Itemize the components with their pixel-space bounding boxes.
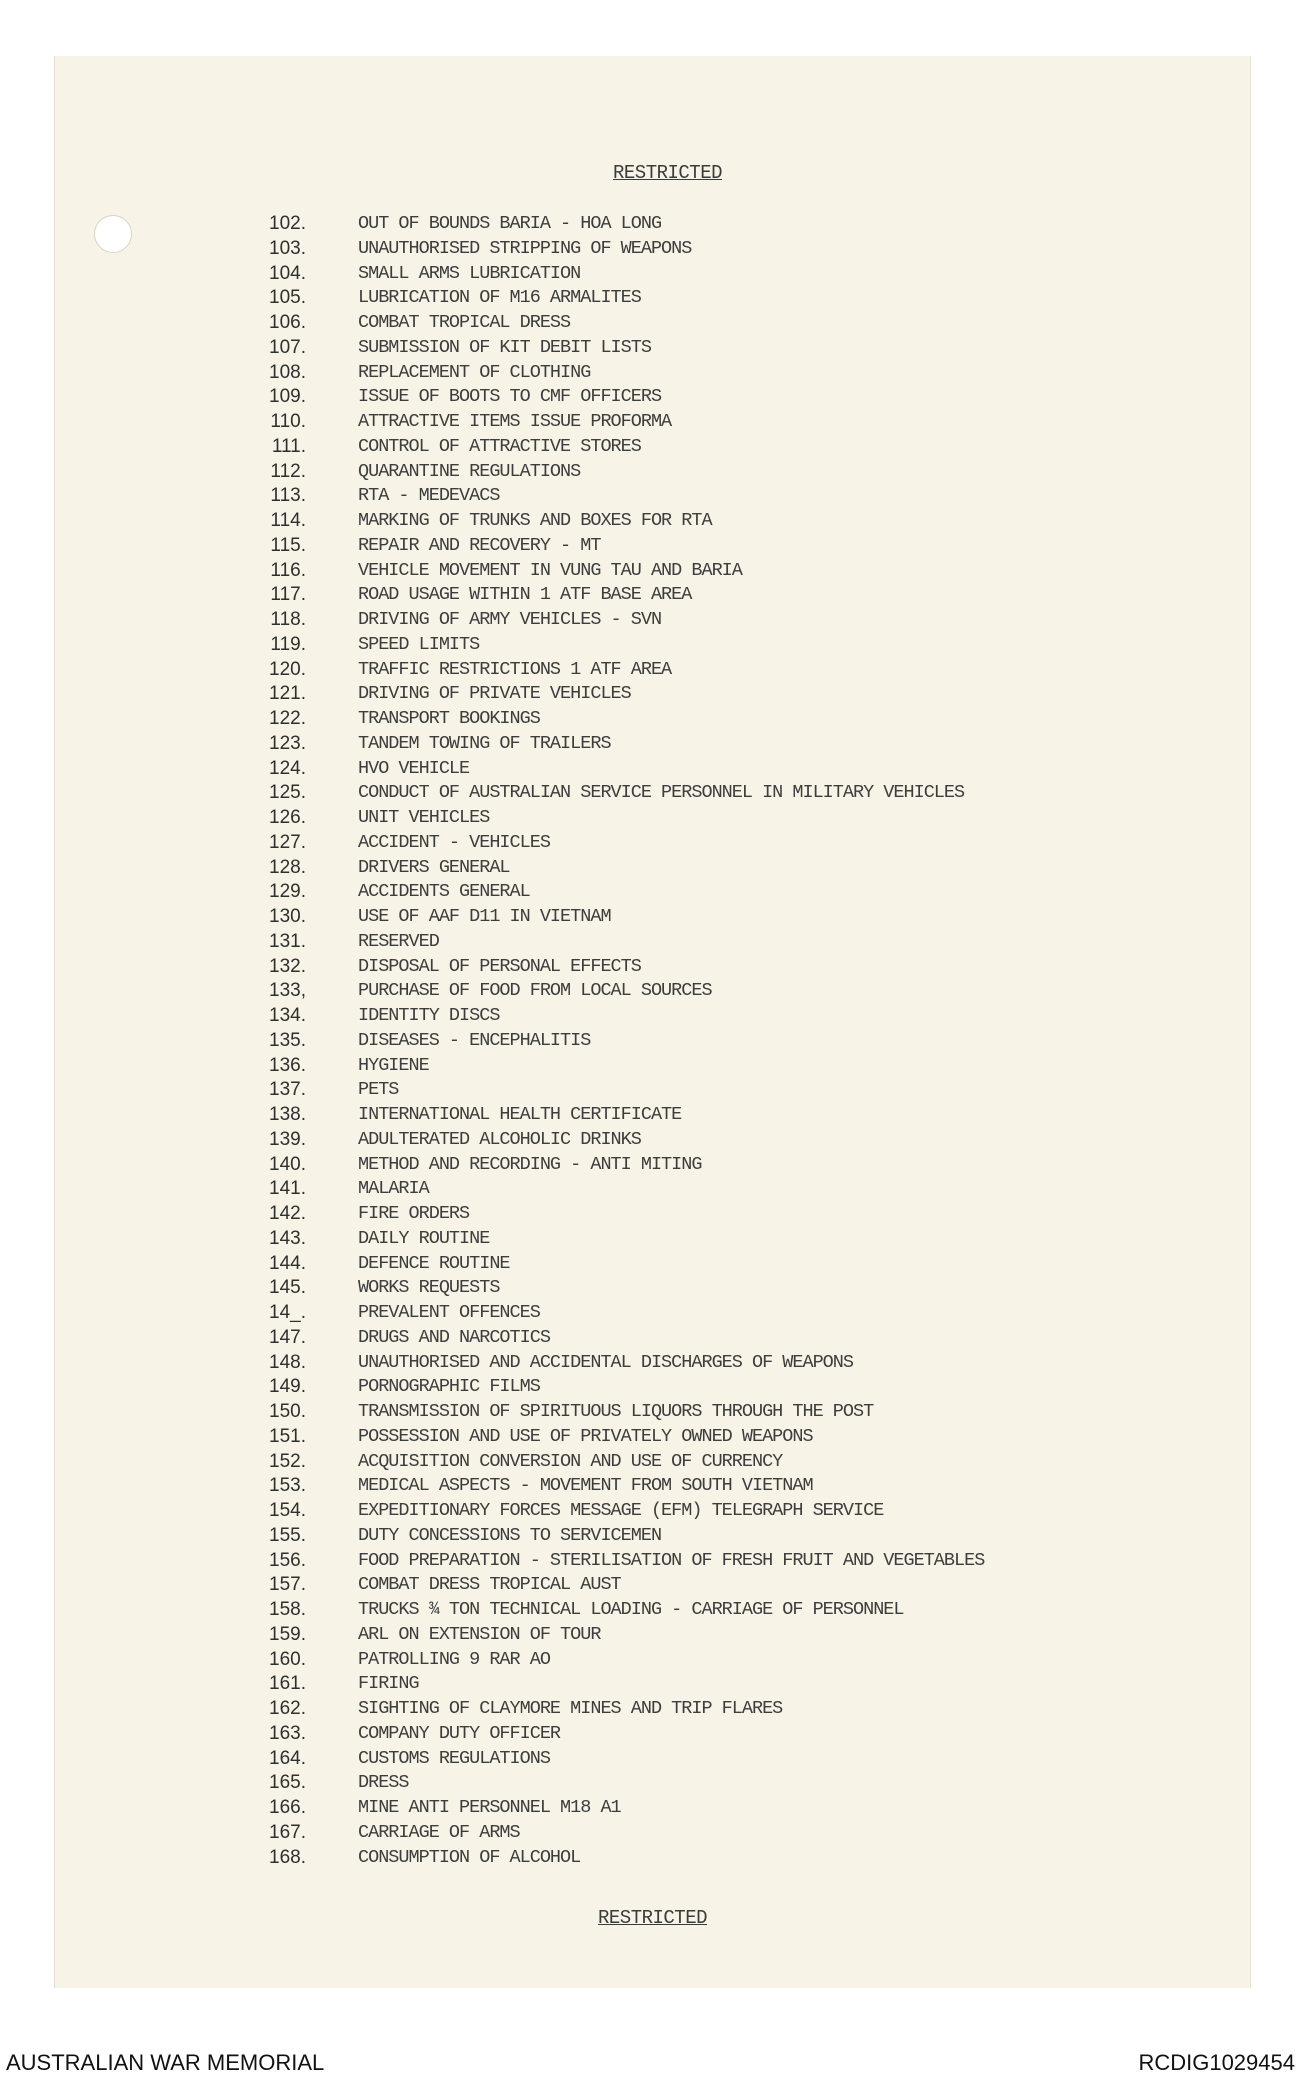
list-item xyxy=(240,1326,984,1351)
list-item xyxy=(240,1252,984,1277)
entry-number: 167. xyxy=(269,1821,306,1843)
list-item xyxy=(240,1054,984,1079)
list-item xyxy=(240,1128,984,1153)
list-item xyxy=(240,1623,984,1648)
list-item xyxy=(240,1400,984,1425)
list-item xyxy=(240,1276,984,1301)
entry-title: COMBAT DRESS TROPICAL AUST xyxy=(358,1574,621,1596)
list-item xyxy=(240,559,984,584)
entry-number: 154. xyxy=(269,1500,306,1521)
entry-number: 102. xyxy=(269,213,306,234)
entry-number: 132. xyxy=(269,955,306,977)
entry-number: 118. xyxy=(270,609,306,630)
list-item xyxy=(240,1103,984,1128)
entry-number: 131. xyxy=(269,930,306,952)
list-item xyxy=(240,460,984,485)
entry-title: CUSTOMS REGULATIONS xyxy=(358,1747,550,1769)
list-item xyxy=(240,1202,984,1227)
subject-index-list xyxy=(240,212,984,1870)
list-item xyxy=(240,1474,984,1499)
entry-number: 147. xyxy=(269,1326,306,1348)
list-item xyxy=(240,1697,984,1722)
entry-title: POSSESSION AND USE OF PRIVATELY OWNED WEAPONS xyxy=(358,1425,813,1447)
entry-number: 165. xyxy=(269,1772,306,1794)
list-item xyxy=(240,583,984,608)
entry-title: UNIT VEHICLES xyxy=(358,807,490,828)
entry-title: COMBAT TROPICAL DRESS xyxy=(358,312,571,333)
list-item xyxy=(240,1450,984,1475)
list-item xyxy=(240,534,984,559)
list-item xyxy=(240,1722,984,1747)
entry-title: EXPEDITIONARY FORCES MESSAGE (EFM) TELEGRAPH SERVICE xyxy=(358,1500,884,1521)
entry-title: MINE ANTI PERSONNEL M18 A1 xyxy=(358,1797,621,1818)
entry-number: 136. xyxy=(269,1054,306,1076)
entry-title: FIRING xyxy=(358,1673,419,1695)
entry-title: PETS xyxy=(358,1079,399,1101)
entry-title: FIRE ORDERS xyxy=(358,1203,470,1224)
entry-title: ACQUISITION CONVERSION AND USE OF CURRENCY xyxy=(358,1450,783,1472)
entry-number: 152. xyxy=(269,1450,306,1472)
list-item xyxy=(240,1029,984,1054)
entry-number: 141. xyxy=(269,1178,306,1200)
entry-title: DISPOSAL OF PERSONAL EFFECTS xyxy=(358,955,641,977)
entry-title: METHOD AND RECORDING - ANTI MITING xyxy=(358,1153,702,1175)
entry-title: CONTROL OF ATTRACTIVE STORES xyxy=(358,435,641,457)
list-item xyxy=(240,1078,984,1103)
list-item xyxy=(240,880,984,905)
entry-number: 168. xyxy=(269,1846,306,1868)
list-item xyxy=(240,1375,984,1400)
entry-number: 142. xyxy=(269,1203,306,1224)
list-item xyxy=(240,385,984,410)
entry-number: 129. xyxy=(269,881,306,903)
entry-number: 103. xyxy=(269,237,306,259)
list-item xyxy=(240,682,984,707)
list-item xyxy=(240,979,984,1004)
list-item xyxy=(240,781,984,806)
entry-number: 166. xyxy=(269,1797,306,1818)
entry-number: 159. xyxy=(269,1623,306,1645)
list-item xyxy=(240,509,984,534)
entry-number: 116. xyxy=(270,559,306,581)
entry-number: 153. xyxy=(269,1475,306,1497)
entry-number: 14_. xyxy=(269,1302,306,1323)
list-item xyxy=(240,311,984,336)
entry-title: UNAUTHORISED AND ACCIDENTAL DISCHARGES OF WEAPONS xyxy=(358,1351,853,1373)
entry-number: 135. xyxy=(269,1029,306,1051)
list-item xyxy=(240,435,984,460)
list-item xyxy=(240,336,984,361)
list-item xyxy=(240,1153,984,1178)
entry-number: 144. xyxy=(269,1252,306,1274)
list-item xyxy=(240,484,984,509)
list-item xyxy=(240,1821,984,1846)
entry-number: 111. xyxy=(271,435,306,457)
classification-footer: RESTRICTED xyxy=(597,1907,708,1929)
list-item xyxy=(240,732,984,757)
entry-number: 139. xyxy=(269,1128,306,1150)
list-item xyxy=(240,1846,984,1871)
entry-title: SUBMISSION OF KIT DEBIT LISTS xyxy=(358,336,651,358)
list-item xyxy=(240,361,984,386)
list-item xyxy=(240,410,984,435)
entry-number: 126. xyxy=(269,807,306,828)
entry-title: ISSUE OF BOOTS TO CMF OFFICERS xyxy=(358,386,662,408)
entry-number: 151. xyxy=(269,1425,306,1447)
entry-title: OUT OF BOUNDS BARIA - HOA LONG xyxy=(358,213,662,234)
entry-number: 158. xyxy=(269,1599,306,1620)
entry-number: 155. xyxy=(269,1524,306,1546)
entry-number: 149. xyxy=(269,1376,306,1398)
list-item xyxy=(240,1796,984,1821)
list-item xyxy=(240,1598,984,1623)
entry-number: 114. xyxy=(270,510,306,531)
entry-title: RTA - MEDEVACS xyxy=(358,485,500,507)
entry-number: 125. xyxy=(269,782,306,804)
list-item xyxy=(240,1499,984,1524)
entry-number: 134. xyxy=(269,1005,306,1026)
entry-number: 107. xyxy=(269,336,306,358)
entry-title: LUBRICATION OF M16 ARMALITES xyxy=(358,287,641,309)
list-item xyxy=(240,212,984,237)
list-item xyxy=(240,1549,984,1574)
entry-title: ACCIDENTS GENERAL xyxy=(358,881,530,903)
entry-title: DRIVERS GENERAL xyxy=(358,856,510,878)
list-item xyxy=(240,608,984,633)
list-item xyxy=(240,1573,984,1598)
entry-title: PURCHASE OF FOOD FROM LOCAL SOURCES xyxy=(358,980,712,1002)
classification-header: RESTRICTED xyxy=(612,162,723,184)
entry-title: ATTRACTIVE ITEMS ISSUE PROFORMA xyxy=(358,411,672,432)
entry-title: DRESS xyxy=(358,1772,409,1794)
list-item xyxy=(240,1747,984,1772)
entry-title: DISEASES - ENCEPHALITIS xyxy=(358,1029,591,1051)
list-item xyxy=(240,286,984,311)
list-item xyxy=(240,633,984,658)
list-item xyxy=(240,955,984,980)
entry-title: SMALL ARMS LUBRICATION xyxy=(358,262,581,284)
list-item xyxy=(240,658,984,683)
list-item xyxy=(240,1524,984,1549)
list-item xyxy=(240,237,984,262)
entry-number: 105. xyxy=(269,287,306,309)
entry-number: 145. xyxy=(269,1277,306,1299)
entry-title: RESERVED xyxy=(358,930,439,952)
entry-title: CARRIAGE OF ARMS xyxy=(358,1821,520,1843)
entry-number: 130. xyxy=(269,906,306,927)
entry-number: 162. xyxy=(269,1698,306,1719)
entry-title: DUTY CONCESSIONS TO SERVICEMEN xyxy=(358,1524,662,1546)
entry-number: 112. xyxy=(270,460,306,482)
list-item xyxy=(240,1771,984,1796)
entry-title: TANDEM TOWING OF TRAILERS xyxy=(358,732,611,754)
entry-title: REPAIR AND RECOVERY - MT xyxy=(358,534,601,556)
entry-title: SPEED LIMITS xyxy=(358,633,480,655)
entry-title: MEDICAL ASPECTS - MOVEMENT FROM SOUTH VIETNAM xyxy=(358,1475,813,1497)
entry-title: DRUGS AND NARCOTICS xyxy=(358,1326,550,1348)
entry-title: MARKING OF TRUNKS AND BOXES FOR RTA xyxy=(358,510,712,531)
entry-number: 109. xyxy=(269,386,306,408)
entry-title: DEFENCE ROUTINE xyxy=(358,1252,510,1274)
entry-number: 137. xyxy=(269,1079,306,1101)
entry-number: 121. xyxy=(269,683,306,705)
entry-title: PORNOGRAPHIC FILMS xyxy=(358,1376,540,1398)
entry-number: 140. xyxy=(269,1153,306,1175)
entry-title: USE OF AAF D11 IN VIETNAM xyxy=(358,906,611,927)
list-item xyxy=(240,1301,984,1326)
entry-number: 108. xyxy=(269,361,306,383)
list-item xyxy=(240,1351,984,1376)
entry-title: TRAFFIC RESTRICTIONS 1 ATF AREA xyxy=(358,658,672,680)
entry-number: 160. xyxy=(269,1648,306,1670)
entry-title: TRUCKS ¾ TON TECHNICAL LOADING - CARRIAGE OF PERSONNEL xyxy=(358,1599,904,1620)
entry-number: 122. xyxy=(269,708,306,729)
entry-title: ACCIDENT - VEHICLES xyxy=(358,831,550,853)
entry-title: FOOD PREPARATION - STERILISATION OF FRESH FRUIT AND VEGETABLES xyxy=(358,1549,985,1571)
list-item xyxy=(240,806,984,831)
entry-title: PREVALENT OFFENCES xyxy=(358,1302,540,1323)
entry-title: TRANSMISSION OF SPIRITUOUS LIQUORS THROUGH THE POST xyxy=(358,1401,874,1422)
list-item xyxy=(240,1177,984,1202)
list-item xyxy=(240,1648,984,1673)
entry-title: CONDUCT OF AUSTRALIAN SERVICE PERSONNEL IN MILITARY VEHICLES xyxy=(358,782,965,804)
entry-number: 148. xyxy=(269,1351,306,1373)
list-item xyxy=(240,831,984,856)
list-item xyxy=(240,856,984,881)
list-item xyxy=(240,262,984,287)
list-item xyxy=(240,905,984,930)
entry-number: 138. xyxy=(269,1104,306,1125)
list-item xyxy=(240,707,984,732)
entry-title: COMPANY DUTY OFFICER xyxy=(358,1722,561,1744)
entry-number: 143. xyxy=(269,1227,306,1249)
entry-number: 164. xyxy=(269,1747,306,1769)
list-item xyxy=(240,1672,984,1697)
entry-title: DRIVING OF PRIVATE VEHICLES xyxy=(358,683,631,705)
entry-title: DRIVING OF ARMY VEHICLES - SVN xyxy=(358,609,662,630)
list-item xyxy=(240,757,984,782)
entry-number: 110. xyxy=(270,411,306,432)
list-item xyxy=(240,1004,984,1029)
entry-number: 156. xyxy=(269,1549,306,1571)
entry-title: PATROLLING 9 RAR AO xyxy=(358,1648,550,1670)
entry-title: CONSUMPTION OF ALCOHOL xyxy=(358,1846,581,1868)
entry-number: 120. xyxy=(269,658,306,680)
entry-number: 115. xyxy=(270,534,306,556)
entry-number: 123. xyxy=(269,732,306,754)
list-item xyxy=(240,930,984,955)
entry-number: 104. xyxy=(269,262,306,284)
entry-number: 127. xyxy=(269,831,306,853)
entry-title: INTERNATIONAL HEALTH CERTIFICATE xyxy=(358,1104,682,1125)
entry-number: 133, xyxy=(269,980,306,1002)
entry-title: SIGHTING OF CLAYMORE MINES AND TRIP FLARES xyxy=(358,1698,783,1719)
entry-title: ADULTERATED ALCOHOLIC DRINKS xyxy=(358,1128,641,1150)
entry-title: UNAUTHORISED STRIPPING OF WEAPONS xyxy=(358,237,692,259)
entry-number: 106. xyxy=(269,312,306,333)
entry-title: VEHICLE MOVEMENT IN VUNG TAU AND BARIA xyxy=(358,559,742,581)
entry-number: 113. xyxy=(270,485,306,507)
list-item xyxy=(240,1227,984,1252)
entry-title: WORKS REQUESTS xyxy=(358,1277,500,1299)
punch-hole xyxy=(94,215,132,253)
entry-number: 150. xyxy=(269,1401,306,1422)
entry-number: 163. xyxy=(269,1722,306,1744)
archive-name: AUSTRALIAN WAR MEMORIAL xyxy=(6,2050,325,2075)
entry-title: ARL ON EXTENSION OF TOUR xyxy=(358,1623,601,1645)
entry-title: MALARIA xyxy=(358,1178,429,1200)
entry-title: TRANSPORT BOOKINGS xyxy=(358,708,540,729)
entry-number: 161. xyxy=(269,1673,306,1695)
entry-title: QUARANTINE REGULATIONS xyxy=(358,460,581,482)
entry-title: DAILY ROUTINE xyxy=(358,1227,490,1249)
archive-reference: RCDIG1029454 xyxy=(1138,2050,1295,2075)
entry-number: 117. xyxy=(270,584,306,606)
entry-title: IDENTITY DISCS xyxy=(358,1005,500,1026)
entry-number: 119. xyxy=(270,633,306,655)
list-item xyxy=(240,1425,984,1450)
entry-number: 157. xyxy=(269,1574,306,1596)
entry-number: 128. xyxy=(269,856,306,878)
entry-title: ROAD USAGE WITHIN 1 ATF BASE AREA xyxy=(358,584,692,606)
entry-title: HYGIENE xyxy=(358,1054,429,1076)
entry-title: REPLACEMENT OF CLOTHING xyxy=(358,361,591,383)
entry-number: 124. xyxy=(269,757,306,779)
entry-title: HVO VEHICLE xyxy=(358,757,470,779)
